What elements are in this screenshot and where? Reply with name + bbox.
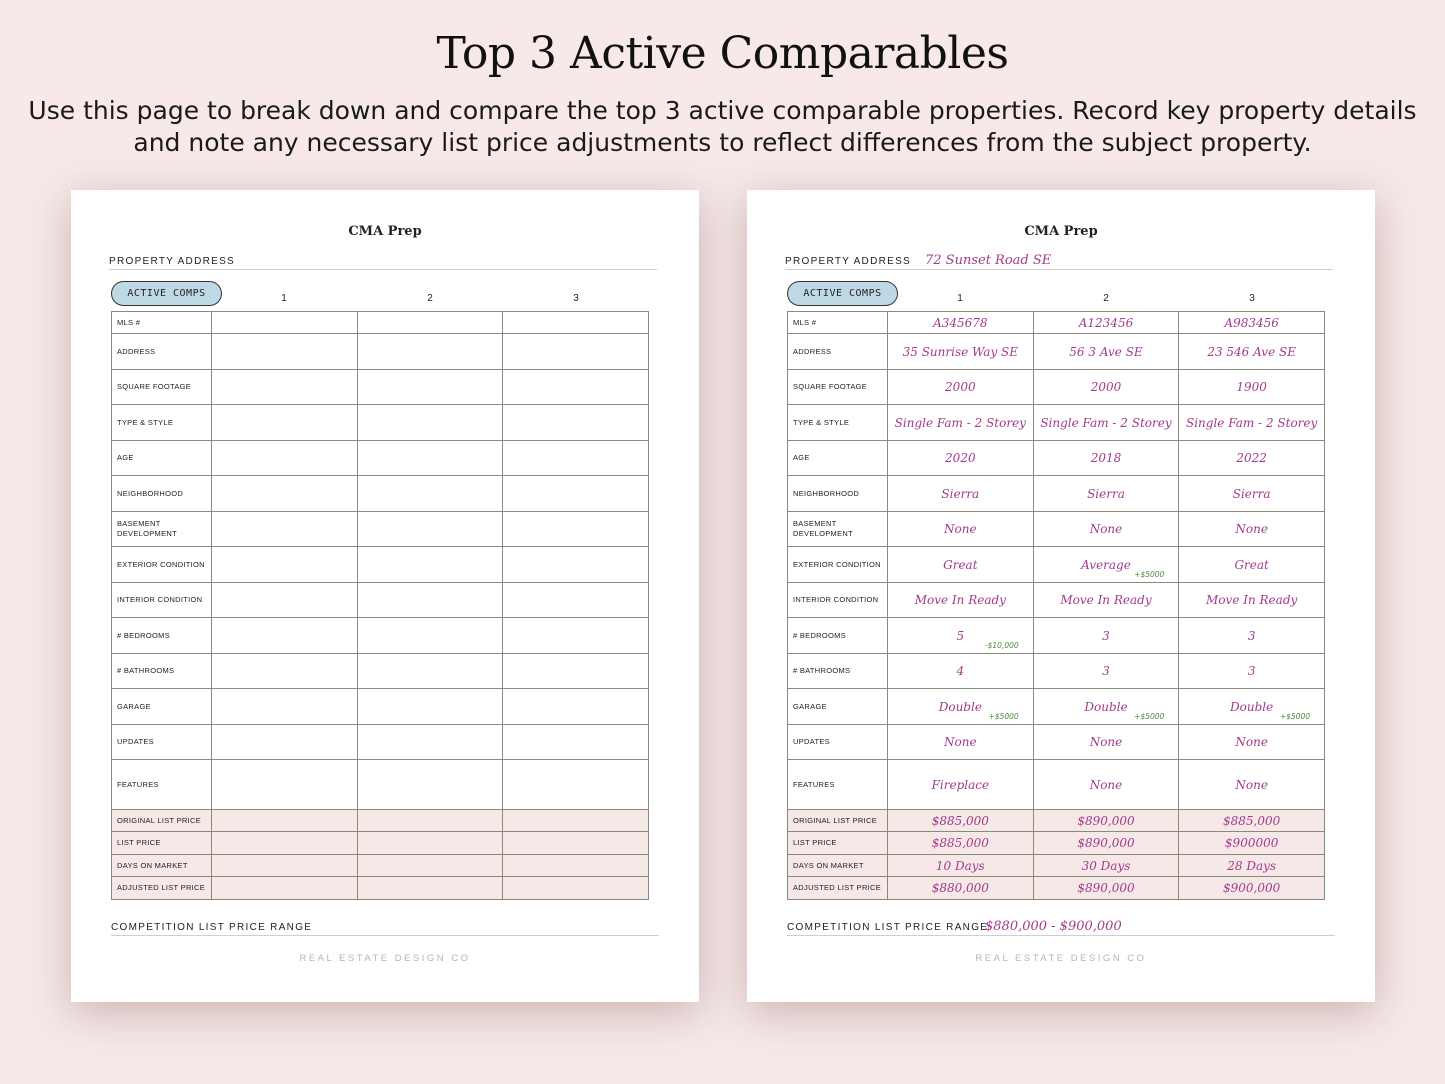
comps-table: [111, 311, 649, 900]
comp-cell[interactable]: [1179, 334, 1325, 370]
column-header-2: 2: [1103, 293, 1109, 304]
comp-cell[interactable]: [1033, 877, 1179, 900]
table-row: [112, 441, 649, 476]
comp-cell[interactable]: [503, 547, 649, 583]
column-header-3: 3: [573, 293, 579, 304]
comp-cell[interactable]: [212, 877, 358, 900]
comp-value: Average: [1081, 557, 1131, 572]
row-label: ADDRESS: [112, 334, 212, 370]
row-label: NEIGHBORHOOD: [112, 476, 212, 512]
blank-form-page: [71, 190, 699, 1002]
comp-cell[interactable]: [212, 334, 358, 370]
comp-value: None: [944, 522, 977, 536]
table-row: [788, 512, 1325, 547]
filled-form-page: [747, 190, 1375, 1002]
comp-value: None: [1235, 777, 1268, 792]
row-label: GARAGE: [112, 689, 212, 725]
comp-value: Sierra: [941, 486, 980, 501]
property-address-label: PROPERTY ADDRESS: [785, 256, 912, 267]
table-row: [788, 725, 1325, 760]
row-label: INTERIOR CONDITION: [788, 583, 888, 618]
table-row: [112, 583, 649, 618]
comp-value: Move In Ready: [1060, 593, 1152, 607]
column-header-1: 1: [957, 293, 963, 304]
comp-cell[interactable]: [357, 618, 503, 654]
comp-cell[interactable]: [888, 654, 1034, 689]
table-row: [788, 855, 1325, 877]
comp-value: Sierra: [1232, 486, 1271, 501]
table-row: [112, 476, 649, 512]
active-comps-badge: ACTIVE COMPS: [787, 281, 898, 306]
comp-value: 3: [1247, 664, 1256, 678]
comp-value: $900000: [1224, 836, 1279, 850]
comp-cell[interactable]: [503, 312, 649, 334]
comp-cell[interactable]: [212, 725, 358, 760]
comp-cell[interactable]: [212, 855, 358, 877]
comp-value: 23 546 Ave SE: [1207, 344, 1296, 359]
comp-cell[interactable]: [888, 618, 1034, 654]
comp-cell[interactable]: [357, 760, 503, 810]
table-row: [112, 855, 649, 877]
comp-cell[interactable]: [212, 547, 358, 583]
comp-cell[interactable]: [357, 312, 503, 334]
competition-range-value: $880,000 - $900,000: [985, 919, 1122, 934]
comp-cell[interactable]: [212, 689, 358, 725]
comp-cell[interactable]: [1033, 618, 1179, 654]
comp-value: Double: [938, 699, 982, 714]
comp-cell[interactable]: [212, 583, 358, 618]
comp-value: 28 Days: [1227, 858, 1277, 873]
comp-value: None: [1089, 777, 1123, 792]
comp-value: 2020: [945, 451, 976, 465]
price-adjustment: +$5000: [1134, 570, 1165, 579]
comp-cell[interactable]: [1179, 855, 1325, 877]
comp-cell[interactable]: [1179, 405, 1325, 441]
comp-cell[interactable]: [503, 476, 649, 512]
comp-value: 56 3 Ave SE: [1069, 344, 1143, 359]
comp-value: Single Fam - 2 Storey: [894, 415, 1026, 430]
row-label: ADJUSTED LIST PRICE: [112, 877, 212, 900]
comp-value: Great: [1234, 557, 1269, 572]
comp-cell[interactable]: [1179, 689, 1325, 725]
row-label: TYPE & STYLE: [112, 405, 212, 441]
comp-cell[interactable]: [503, 855, 649, 877]
table-row: [788, 370, 1325, 405]
comp-cell[interactable]: [1033, 760, 1179, 810]
comp-value: $880,000: [931, 881, 989, 895]
comp-value: 10 Days: [935, 858, 985, 873]
comp-cell[interactable]: [888, 405, 1034, 441]
table-row: [112, 312, 649, 334]
comp-cell[interactable]: [212, 312, 358, 334]
comp-cell[interactable]: [212, 760, 358, 810]
competition-range-label: COMPETITION LIST PRICE RANGE: [111, 922, 313, 933]
comp-value: $890,000: [1077, 881, 1135, 895]
comp-cell[interactable]: [1033, 334, 1179, 370]
comp-cell[interactable]: [357, 689, 503, 725]
comp-cell[interactable]: [503, 512, 649, 547]
comp-cell[interactable]: [503, 810, 649, 832]
comp-cell[interactable]: [212, 405, 358, 441]
row-label: GARAGE: [788, 689, 888, 725]
table-row: [788, 618, 1325, 654]
comp-value: None: [1089, 522, 1123, 536]
comp-cell[interactable]: [888, 832, 1034, 855]
comp-cell[interactable]: [888, 370, 1034, 405]
comp-cell[interactable]: [357, 334, 503, 370]
comp-value: Single Fam - 2 Storey: [1040, 415, 1172, 430]
comp-value: 2022: [1236, 451, 1267, 465]
table-row: [788, 405, 1325, 441]
comp-cell[interactable]: [888, 476, 1034, 512]
table-row: [112, 405, 649, 441]
price-adjustment: +$5000: [1134, 712, 1165, 721]
table-row: [112, 370, 649, 405]
comp-value: 3: [1102, 628, 1110, 643]
comp-cell[interactable]: [1033, 441, 1179, 476]
comp-cell[interactable]: [888, 877, 1034, 900]
comp-value: A345678: [933, 315, 988, 330]
comp-cell[interactable]: [503, 334, 649, 370]
table-row: [788, 810, 1325, 832]
doc-title: CMA Prep: [1024, 224, 1098, 239]
price-adjustment: -$10,000: [984, 641, 1019, 650]
column-header-2: 2: [427, 293, 433, 304]
comp-value: A983456: [1224, 315, 1279, 330]
comp-cell[interactable]: [503, 689, 649, 725]
comp-value: $890,000: [1077, 813, 1135, 828]
table-row: [788, 547, 1325, 583]
comp-cell[interactable]: [212, 476, 358, 512]
comp-cell[interactable]: [212, 618, 358, 654]
comp-cell[interactable]: [1179, 725, 1325, 760]
comp-cell[interactable]: [888, 583, 1034, 618]
comp-cell[interactable]: [888, 441, 1034, 476]
comp-cell[interactable]: [1179, 618, 1325, 654]
table-row: [112, 810, 649, 832]
comp-cell[interactable]: [503, 725, 649, 760]
comp-value: $885,000: [931, 813, 989, 828]
row-label: FEATURES: [788, 760, 888, 810]
comp-value: None: [1089, 735, 1123, 749]
row-label: ADJUSTED LIST PRICE: [788, 877, 888, 900]
row-label: SQUARE FOOTAGE: [788, 370, 888, 405]
comp-value: Move In Ready: [1206, 593, 1298, 607]
comp-cell[interactable]: [212, 441, 358, 476]
comp-value: 30 Days: [1081, 858, 1131, 873]
row-label: BASEMENT DEVELOPMENT: [788, 512, 888, 547]
row-label: ADDRESS: [788, 334, 888, 370]
comp-value: 35 Sunrise Way SE: [902, 344, 1019, 359]
comp-value: Move In Ready: [914, 593, 1006, 607]
comp-value: 2018: [1090, 451, 1122, 465]
table-row: [788, 832, 1325, 855]
comp-value: 3: [1247, 628, 1256, 643]
row-label: LIST PRICE: [112, 832, 212, 855]
table-row: [788, 760, 1325, 810]
row-label: ORIGINAL LIST PRICE: [788, 810, 888, 832]
row-label: AGE: [112, 441, 212, 476]
comp-cell[interactable]: [212, 370, 358, 405]
comp-cell[interactable]: [212, 512, 358, 547]
table-row: [112, 654, 649, 689]
comp-cell[interactable]: [1179, 877, 1325, 900]
comp-cell[interactable]: [212, 832, 358, 855]
comp-cell[interactable]: [1179, 312, 1325, 334]
comp-cell[interactable]: [357, 441, 503, 476]
row-label: # BEDROOMS: [112, 618, 212, 654]
table-row: [112, 877, 649, 900]
comps-table: [787, 311, 1325, 900]
table-row: [788, 334, 1325, 370]
column-header-3: 3: [1249, 293, 1255, 304]
comp-cell[interactable]: [503, 832, 649, 855]
competition-range-label: COMPETITION LIST PRICE RANGE: [787, 922, 989, 933]
row-label: FEATURES: [112, 760, 212, 810]
table-row: [112, 334, 649, 370]
comp-cell[interactable]: [1033, 810, 1179, 832]
comp-cell[interactable]: [357, 725, 503, 760]
comp-cell[interactable]: [357, 370, 503, 405]
comp-cell[interactable]: [357, 855, 503, 877]
table-row: [112, 547, 649, 583]
comp-cell[interactable]: [888, 760, 1034, 810]
comp-cell[interactable]: [1033, 583, 1179, 618]
comp-cell[interactable]: [1033, 312, 1179, 334]
comp-value: A123456: [1078, 315, 1134, 330]
comp-cell[interactable]: [1179, 370, 1325, 405]
row-label: # BATHROOMS: [112, 654, 212, 689]
competition-range-field[interactable]: [787, 920, 1335, 936]
table-row: [112, 760, 649, 810]
row-label: SQUARE FOOTAGE: [112, 370, 212, 405]
comp-cell[interactable]: [503, 370, 649, 405]
comp-cell[interactable]: [357, 877, 503, 900]
comp-value: $885,000: [1223, 813, 1281, 828]
property-address-value: 72 Sunset Road SE: [925, 253, 1052, 268]
row-label: DAYS ON MARKET: [788, 855, 888, 877]
comp-cell[interactable]: [1179, 832, 1325, 855]
comp-cell[interactable]: [1179, 441, 1325, 476]
comp-value: Sierra: [1087, 486, 1125, 501]
row-label: # BATHROOMS: [788, 654, 888, 689]
row-label: # BEDROOMS: [788, 618, 888, 654]
table-row: [788, 877, 1325, 900]
row-label: DAYS ON MARKET: [112, 855, 212, 877]
price-adjustment: +$5000: [1279, 712, 1310, 721]
property-address-field[interactable]: [109, 254, 657, 270]
table-row: [788, 583, 1325, 618]
row-label: ORIGINAL LIST PRICE: [112, 810, 212, 832]
comp-cell[interactable]: [1179, 654, 1325, 689]
row-label: LIST PRICE: [788, 832, 888, 855]
table-row: [112, 832, 649, 855]
comp-cell[interactable]: [357, 832, 503, 855]
brand-footer: REAL ESTATE DESIGN CO: [299, 953, 471, 964]
doc-title: CMA Prep: [348, 224, 422, 239]
comp-cell[interactable]: [1179, 547, 1325, 583]
comp-value: $885,000: [931, 836, 989, 850]
price-adjustment: +$5000: [988, 712, 1019, 721]
page-title: Top 3 Active Comparables: [436, 28, 1009, 79]
comp-cell[interactable]: [357, 405, 503, 441]
comp-value: Double: [1230, 699, 1274, 714]
row-label: AGE: [788, 441, 888, 476]
table-row: [788, 476, 1325, 512]
active-comps-badge: ACTIVE COMPS: [111, 281, 222, 306]
comp-value: 2000: [1090, 380, 1122, 394]
comp-cell[interactable]: [1033, 855, 1179, 877]
comp-cell[interactable]: [1033, 405, 1179, 441]
comp-cell[interactable]: [1033, 832, 1179, 855]
comp-cell[interactable]: [357, 810, 503, 832]
comp-value: Great: [943, 557, 978, 572]
comp-value: None: [944, 735, 977, 749]
comp-value: $900,000: [1223, 881, 1281, 895]
comp-cell[interactable]: [888, 810, 1034, 832]
comp-cell[interactable]: [1033, 476, 1179, 512]
comp-cell[interactable]: [357, 476, 503, 512]
row-label: UPDATES: [112, 725, 212, 760]
comp-cell[interactable]: [503, 441, 649, 476]
comp-value: 5: [956, 628, 965, 643]
comp-cell[interactable]: [1179, 583, 1325, 618]
comp-cell[interactable]: [1033, 654, 1179, 689]
comp-cell[interactable]: [888, 725, 1034, 760]
comp-cell[interactable]: [888, 689, 1034, 725]
comp-cell[interactable]: [888, 855, 1034, 877]
comp-value: Fireplace: [931, 777, 990, 792]
comp-cell[interactable]: [1179, 810, 1325, 832]
table-row: [112, 725, 649, 760]
table-row: [112, 689, 649, 725]
comp-cell[interactable]: [888, 312, 1034, 334]
comp-value: None: [1235, 522, 1268, 536]
comp-value: Double: [1084, 699, 1128, 714]
comp-cell[interactable]: [503, 583, 649, 618]
comp-cell[interactable]: [1179, 760, 1325, 810]
page-subtitle: Use this page to break down and compare the top 3 active comparable properties. Record key property details and note any necessary list price adjustments to reflect differences from the subject property.: [28, 96, 1417, 157]
row-label: EXTERIOR CONDITION: [112, 547, 212, 583]
comp-cell[interactable]: [1033, 370, 1179, 405]
comp-cell[interactable]: [1033, 689, 1179, 725]
comp-cell[interactable]: [888, 512, 1034, 547]
row-label: EXTERIOR CONDITION: [788, 547, 888, 583]
comp-value: 4: [956, 664, 965, 678]
comp-cell[interactable]: [503, 877, 649, 900]
comp-cell[interactable]: [503, 405, 649, 441]
comp-cell[interactable]: [357, 654, 503, 689]
comp-cell[interactable]: [212, 654, 358, 689]
row-label: MLS #: [788, 312, 888, 334]
comp-cell[interactable]: [357, 512, 503, 547]
comp-cell[interactable]: [503, 618, 649, 654]
comp-value: $890,000: [1077, 836, 1135, 850]
comp-cell[interactable]: [1033, 547, 1179, 583]
competition-range-field[interactable]: [111, 920, 659, 936]
comp-value: 3: [1102, 664, 1110, 678]
comp-cell[interactable]: [1033, 725, 1179, 760]
comp-cell[interactable]: [888, 334, 1034, 370]
comp-value: 2000: [945, 380, 976, 394]
comp-cell[interactable]: [1179, 512, 1325, 547]
comp-cell[interactable]: [503, 760, 649, 810]
table-row: [112, 618, 649, 654]
property-address-field[interactable]: [785, 254, 1333, 270]
comp-value: None: [1235, 735, 1268, 749]
row-label: BASEMENT DEVELOPMENT: [112, 512, 212, 547]
comp-cell[interactable]: [1179, 476, 1325, 512]
row-label: UPDATES: [788, 725, 888, 760]
table-row: [788, 312, 1325, 334]
comp-cell[interactable]: [1033, 512, 1179, 547]
comp-cell[interactable]: [357, 583, 503, 618]
brand-footer: REAL ESTATE DESIGN CO: [975, 953, 1147, 964]
comp-cell[interactable]: [888, 547, 1034, 583]
row-label: MLS #: [112, 312, 212, 334]
table-row: [112, 512, 649, 547]
comp-cell[interactable]: [503, 654, 649, 689]
row-label: INTERIOR CONDITION: [112, 583, 212, 618]
comp-cell[interactable]: [212, 810, 358, 832]
property-address-label: PROPERTY ADDRESS: [109, 256, 236, 267]
comp-value: 1900: [1236, 380, 1267, 394]
comp-cell[interactable]: [357, 547, 503, 583]
table-row: [788, 654, 1325, 689]
table-row: [788, 441, 1325, 476]
column-header-1: 1: [281, 293, 287, 304]
table-row: [788, 689, 1325, 725]
row-label: TYPE & STYLE: [788, 405, 888, 441]
row-label: NEIGHBORHOOD: [788, 476, 888, 512]
comp-value: Single Fam - 2 Storey: [1186, 415, 1318, 430]
